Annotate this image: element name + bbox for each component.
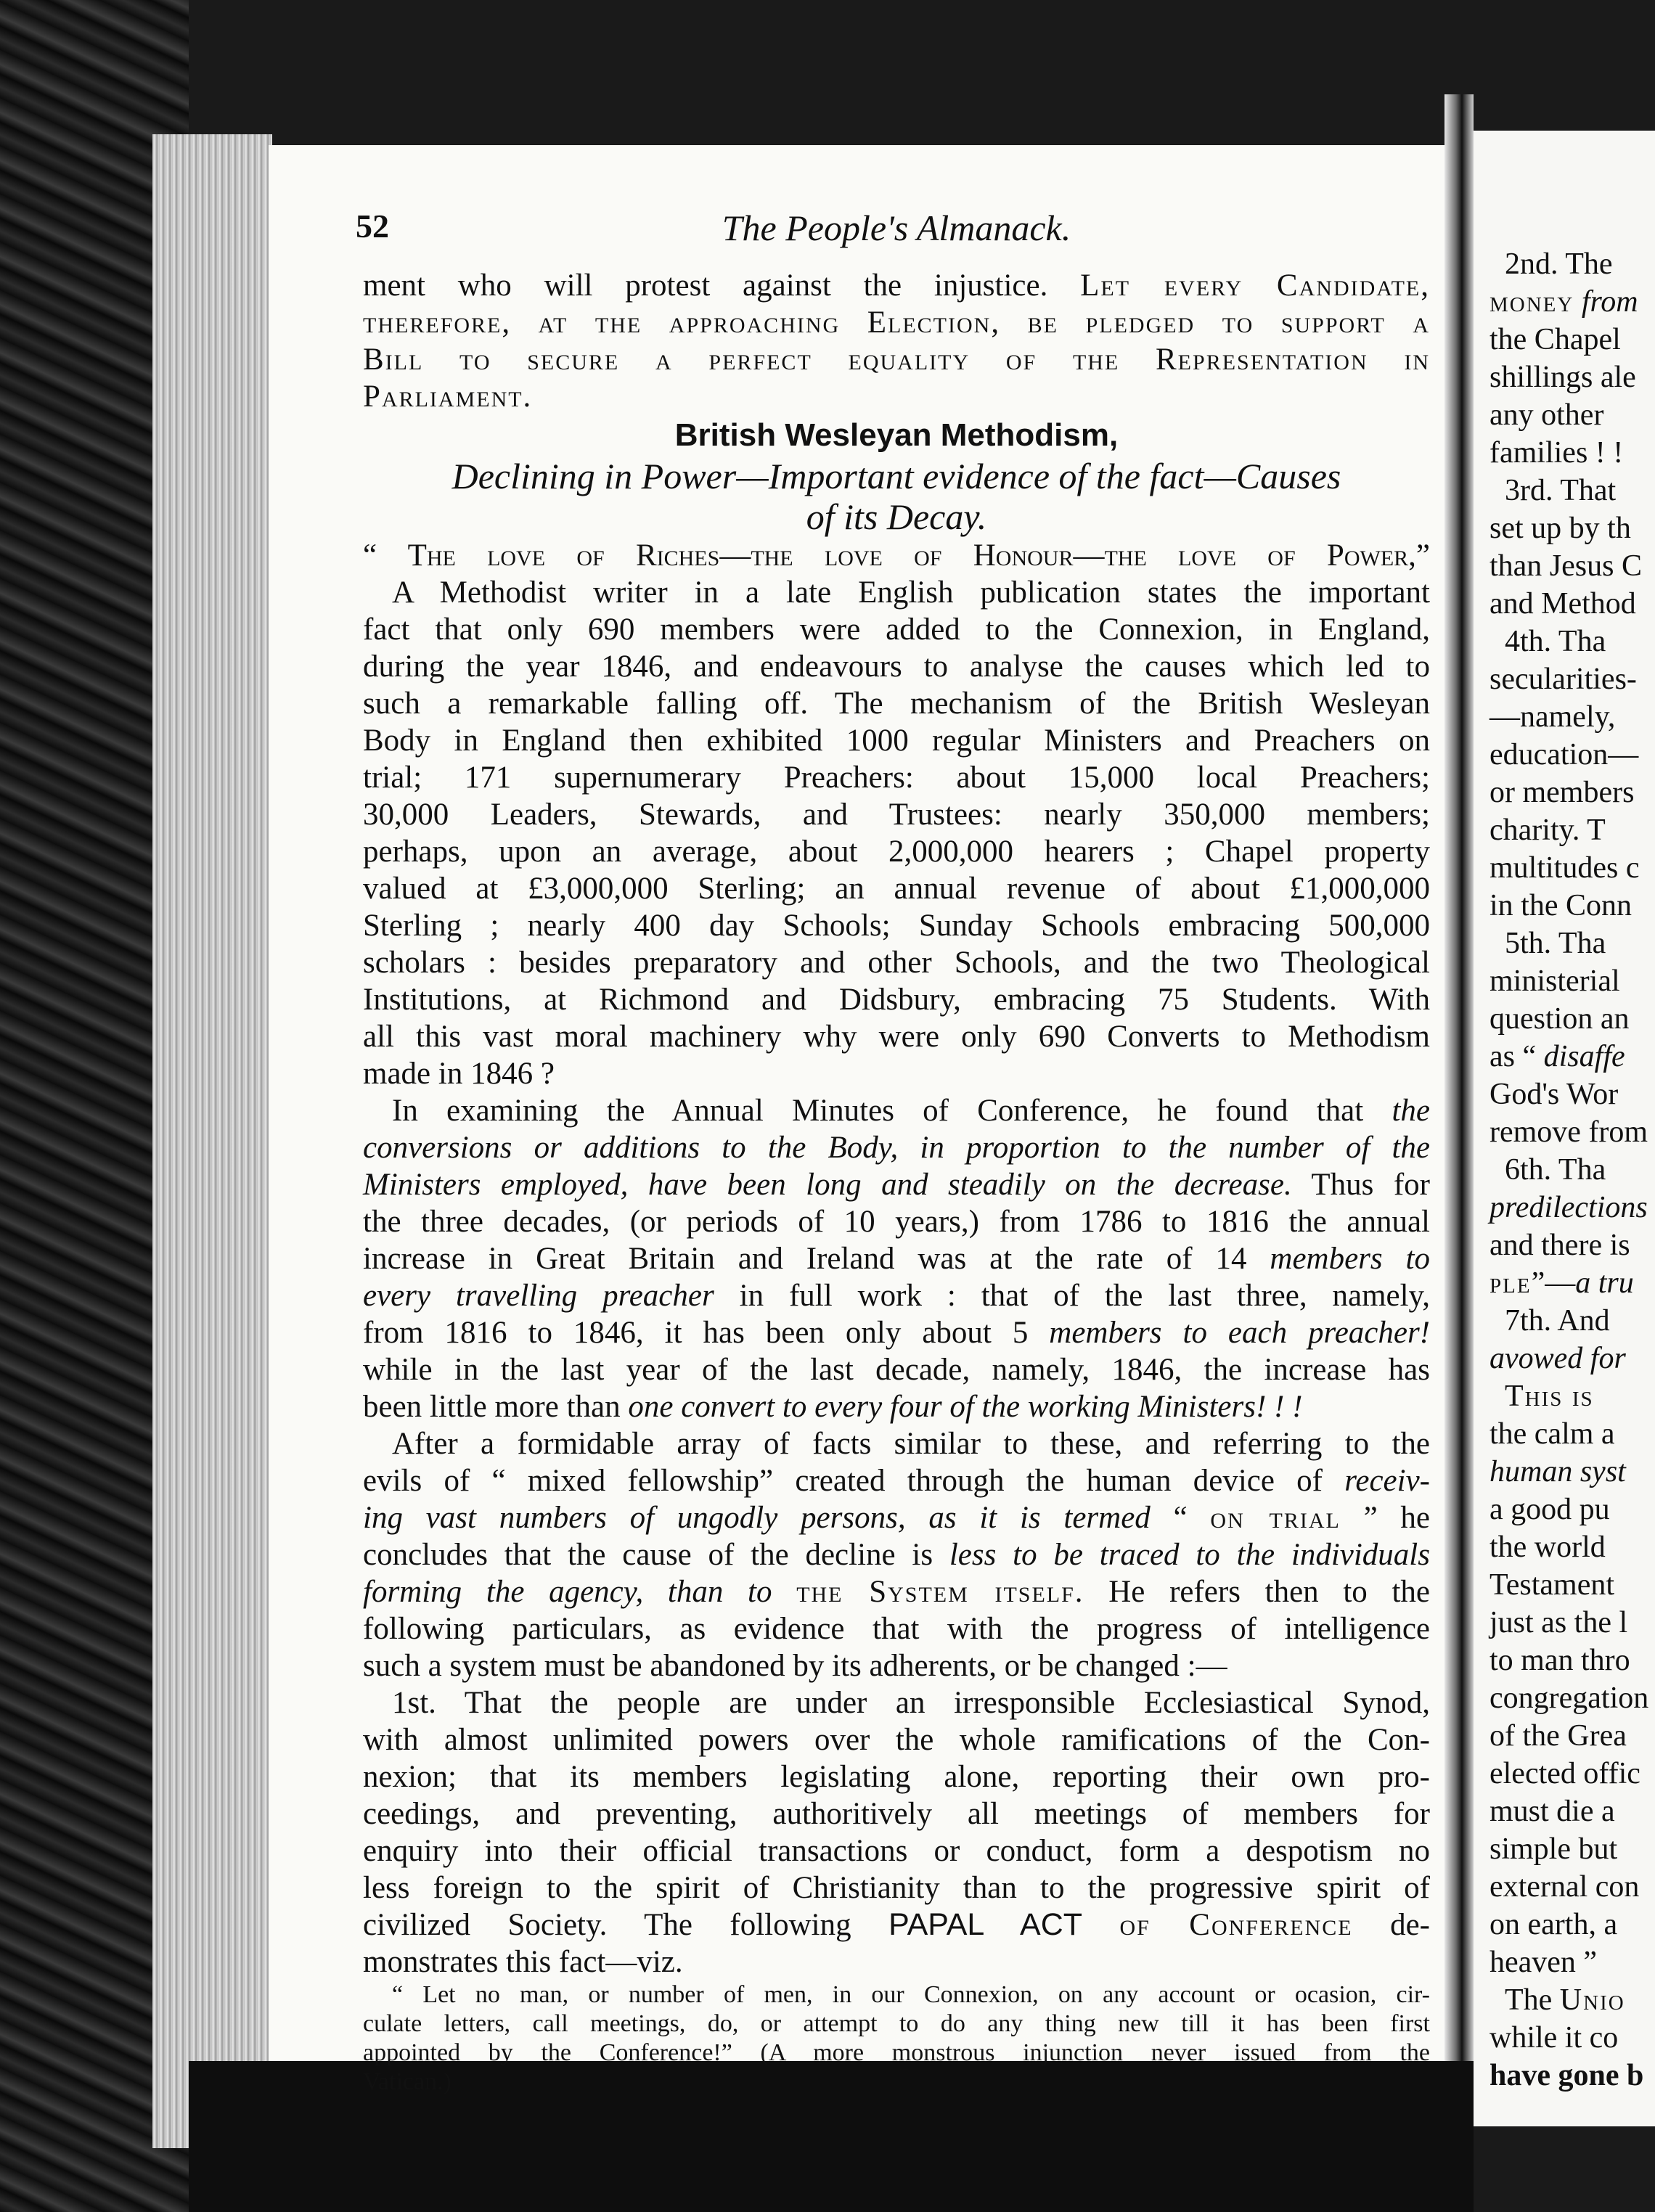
text-line: with almost unlimited powers over the whole ramifications of the Con- [363,1723,1430,1757]
right-text-line: a good pu [1490,1493,1610,1526]
right-text-line: multitudes c [1490,851,1640,885]
running-head: The People's Almanack. [722,208,1071,248]
right-text-line: heaven ” [1490,1946,1598,1979]
text-line: appointed by the Conference!” (A more monstrous injunction never issued from the [363,2039,1430,2066]
right-text-line: to man thro [1490,1644,1630,1677]
right-text-line: any other [1490,398,1604,432]
right-text-line: education— [1490,738,1639,771]
right-text-line: the calm a [1490,1417,1615,1451]
right-text-line: 4th. Tha [1490,625,1606,658]
text-line: evils of “ mixed fellowship” created through the human device of receiv- [363,1464,1430,1498]
right-text-line: than Jesus C [1490,549,1642,583]
right-text-line: or members [1490,776,1635,809]
text-line: from 1816 to 1846, it has been only about 5 members to each preacher! [363,1316,1430,1350]
right-text-line: 6th. Tha [1490,1153,1606,1187]
text-line: ceedings, and preventing, authoritively all meetings of members for [363,1797,1430,1831]
text-line: enquiry into their official transactions or conduct, form a despotism no [363,1834,1430,1868]
right-text-line: on earth, a [1490,1908,1618,1941]
right-text-line: have gone b [1490,2059,1644,2092]
right-text-line: the world [1490,1531,1606,1564]
right-text-line: simple but [1490,1832,1618,1866]
right-text-line: 3rd. That [1490,474,1617,507]
article-text [363,267,1430,2097]
right-text-line: remove from [1490,1115,1648,1149]
text-line: In examining the Annual Minutes of Conference, he found that the [392,1094,1430,1128]
text-line: the three decades, (or periods of 10 years,) from 1786 to 1816 the annual [363,1205,1430,1239]
text-line: following particulars, as evidence that with the progress of intelligence [363,1612,1430,1646]
text-line: Parliament. [363,380,533,414]
text-line: A Methodist writer in a late English publication states the important [392,575,1430,610]
right-text-line: God's Wor [1490,1078,1619,1111]
right-text-line: in the Conn [1490,889,1632,922]
right-text-line: the Chapel [1490,323,1621,356]
right-text-line: elected offic [1490,1757,1640,1790]
right-page [1474,131,1655,2126]
right-text-line: must die a [1490,1795,1615,1828]
text-line: Declining in Power—Important evidence of the fact—Causes [451,456,1341,496]
right-text-line: question an [1490,1002,1630,1036]
right-text-line: external con [1490,1870,1640,1904]
text-line: been little more than one convert to every four of the working Ministers! ! ! [363,1390,1303,1424]
right-text-line: This is [1505,1380,1594,1413]
text-line: made in 1846 ? [363,1057,555,1091]
right-page-text [1490,245,1655,2094]
book-gutter [1444,94,1474,2163]
right-text-line: money from [1490,285,1638,319]
right-text-line: The Unio [1490,1983,1625,2017]
right-text-line: families ! ! [1490,436,1624,470]
text-line: therefore, at the approaching Election, be pledged to support a [363,306,1430,340]
text-line: such a system must be abandoned by its adherents, or be changed :— [363,1649,1227,1683]
right-text-line: human syst [1490,1455,1626,1488]
text-line: increase in Great Britain and Ireland was at the rate of 14 members to [363,1242,1430,1276]
right-text-line: predilections [1490,1191,1648,1224]
right-text-line: as “ disaffe [1490,1040,1625,1073]
text-line: culate letters, call meetings, do, or attempt to do any thing new till it has been first [363,2010,1430,2037]
text-line: ing vast numbers of ungodly persons, as it is termed “ on trial ” he [363,1501,1430,1535]
right-text-line: and there is [1490,1229,1630,1262]
right-text-line: ple”—a tru [1490,1266,1634,1300]
text-line: After a formidable array of facts similar to these, and referring to the [392,1427,1430,1461]
text-line: 1st. That the people are under an irresponsible Ecclesiastical Synod, [392,1686,1430,1720]
text-line: forming the agency, than to the System itself. He refers then to the [363,1575,1431,1609]
text-line: Ministers employed, have been long and steadily on the decrease. Thus for [363,1168,1430,1202]
right-text-line: avowed for [1490,1342,1626,1375]
right-text-line: Testament [1490,1568,1614,1602]
text-line: ment who will protest against the injustice. Let every Candidate, [363,269,1431,303]
text-line: Bill to secure a perfect equality of the Representation in [363,343,1430,377]
right-text-line: ministerial [1490,964,1620,998]
right-text-line: 7th. And [1490,1304,1610,1338]
right-text-line: charity. T [1490,814,1606,847]
text-line: monstrates this fact—viz. [363,1945,683,1979]
text-line: Body in England then exhibited 1000 regular Ministers and Preachers on [363,724,1430,758]
text-line: every travelling preacher in full work : that of the last three, namely, [363,1279,1430,1313]
text-line: concludes that the cause of the decline is less to be traced to the individuals [363,1538,1430,1572]
right-text-line: 5th. Tha [1490,927,1606,960]
page-header [356,207,1437,258]
right-text-line: while it co [1490,2021,1619,2055]
text-line: Sterling ; nearly 400 day Schools; Sunday Schools embracing 500,000 [363,909,1430,943]
text-line: less foreign to the spirit of Christianity than to the progressive spirit of [363,1871,1430,1905]
text-line: trial; 171 supernumerary Preachers: about 15,000 local Preachers; [363,761,1430,795]
right-text-line: set up by th [1490,512,1631,545]
text-line: scholars : besides preparatory and other Schools, and the two Theological [363,946,1430,980]
text-line: 30,000 Leaders, Stewards, and Trustees: nearly 350,000 members; [363,798,1430,832]
right-text-line: just as the l [1490,1606,1628,1639]
text-line: valued at £3,000,000 Sterling; an annual revenue of about £1,000,000 [363,872,1430,906]
text-line: civilized Society. The following PAPAL ACT of Conference de- [363,1907,1430,1942]
text-line: during the year 1846, and endeavours to analyse the causes which led to [363,650,1430,684]
right-text-line: —namely, [1490,700,1616,734]
text-line: British Wesleyan Methodism, [674,417,1119,453]
text-line: of its Decay. [806,496,987,537]
right-text-line: secularities- [1490,663,1637,696]
right-text-line: congregation [1490,1681,1649,1715]
text-line: all this vast moral machinery why were only 690 Converts to Methodism [363,1020,1430,1054]
text-line: fact that only 690 members were added to the Connexion, in England, [363,613,1430,647]
right-text-line: 2nd. The [1490,247,1613,281]
right-text-line: shillings ale [1490,361,1636,394]
text-line: “ The love of Riches—the love of Honour—the love of Power,” [363,538,1430,573]
text-line: “ Let no man, or number of men, in our Connexion, on any account or ocasion, cir- [392,1981,1430,2008]
text-line: while in the last year of the last decade, namely, 1846, the increase has [363,1353,1430,1387]
text-line: such a remarkable falling off. The mechanism of the British Wesleyan [363,687,1430,721]
text-line: Vatican.) [363,2068,451,2095]
right-text-line: of the Grea [1490,1719,1627,1753]
page-number: 52 [356,208,389,245]
right-text-line: and Method [1490,587,1636,620]
text-line: Institutions, at Richmond and Didsbury, embracing 75 Students. With [363,983,1430,1017]
page-edges [152,134,272,2148]
text-line: perhaps, upon an average, about 2,000,000 hearers ; Chapel property [363,835,1430,869]
text-line: nexion; that its members legislating alone, reporting their own pro- [363,1760,1430,1794]
text-line: conversions or additions to the Body, in proportion to the number of the [363,1131,1430,1165]
